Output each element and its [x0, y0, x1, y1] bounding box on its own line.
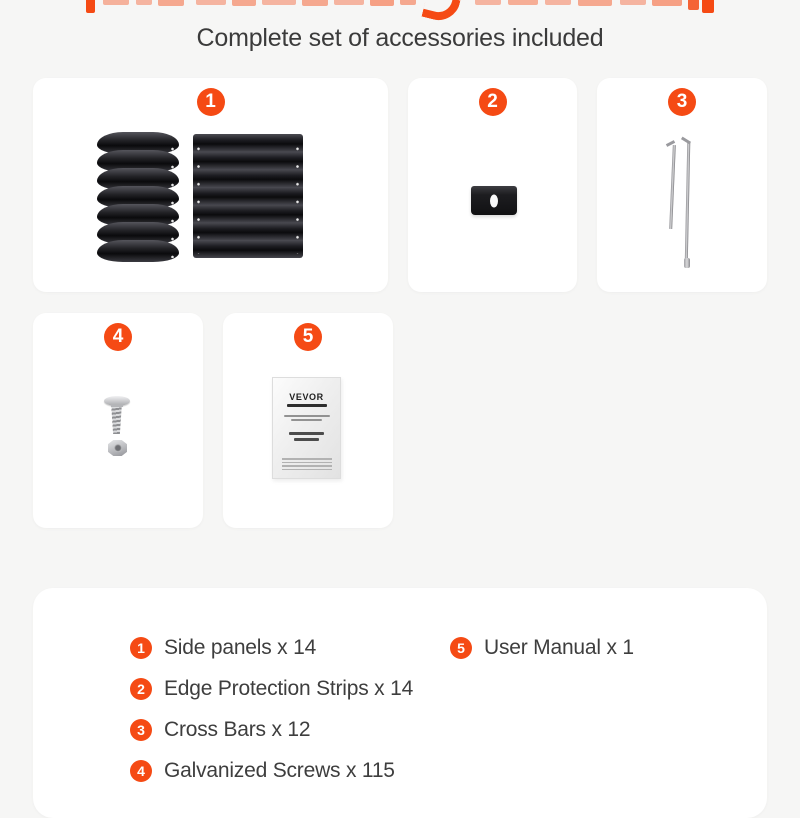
cutoff-title-descender: [421, 0, 460, 25]
list-item-label: Galvanized Screws x 115: [164, 759, 395, 782]
cutoff-title-fragment: [688, 0, 699, 10]
bolt-holes: [197, 140, 200, 254]
cutoff-title-fragment: [475, 0, 501, 5]
list-item-label: Side panels x 14: [164, 636, 317, 659]
cross-bar-tip: [681, 137, 691, 145]
item-number-badge: 2: [130, 678, 152, 700]
cutoff-title-fragment: [508, 0, 538, 5]
cutoff-title-fragment: [702, 0, 714, 13]
item-number-badge: 2: [479, 88, 507, 116]
cutoff-title-fragment: [620, 0, 646, 5]
straight-side-panel-photo: [193, 134, 303, 258]
item-number-badge: 4: [130, 760, 152, 782]
accessory-card-edge-strips: [408, 78, 577, 292]
cutoff-title-fragment: [652, 0, 682, 6]
cutoff-title-fragment: [334, 0, 364, 5]
cutoff-title-fragment: [86, 0, 95, 13]
manual-tagline-line: [287, 404, 327, 407]
accessory-card-user-manual: [223, 313, 393, 528]
list-item: [130, 636, 316, 660]
cutoff-title-fragment: [302, 0, 328, 6]
page-subtitle: Complete set of accessories included: [196, 24, 604, 52]
manual-brand-logo: VEVOR: [289, 392, 324, 402]
item-number-badge: 1: [197, 88, 225, 116]
cutoff-title-fragment: [400, 0, 416, 5]
item-number-badge: 3: [130, 719, 152, 741]
list-item: [130, 759, 395, 783]
curved-side-panel-photo: [97, 132, 179, 262]
accessory-card-screws: [33, 313, 203, 528]
item-number-badge: 5: [450, 637, 472, 659]
list-item-label: Edge Protection Strips x 14: [164, 677, 414, 700]
manual-title-line: [294, 438, 319, 441]
edge-protection-strip-photo: [471, 186, 517, 215]
cutoff-title-fragment: [196, 0, 226, 5]
list-item: [130, 677, 413, 701]
cutoff-title-fragment: [232, 0, 256, 6]
parts-list-card: [33, 588, 767, 818]
screw-photo: [110, 407, 123, 434]
list-item: [450, 636, 634, 660]
nut-hole: [114, 444, 122, 452]
cutoff-title-fragment: [103, 0, 129, 5]
list-item-label: Cross Bars x 12: [164, 718, 311, 741]
cutoff-title-fragment: [578, 0, 612, 6]
item-number-badge: 4: [104, 323, 132, 351]
cross-bar-end-cap: [684, 258, 690, 268]
bolt-holes: [171, 140, 174, 258]
list-item-label: User Manual x 1: [484, 636, 634, 659]
cutoff-title-fragment: [262, 0, 296, 5]
cross-bar-photo: [685, 143, 691, 264]
cross-bar-photo: [669, 145, 676, 229]
manual-text-line: [284, 415, 330, 417]
cutoff-title: [0, 0, 800, 22]
item-number-badge: 3: [668, 88, 696, 116]
accessory-card-side-panels: [33, 78, 388, 292]
nut-photo: [108, 440, 127, 456]
user-manual-photo: [272, 377, 341, 479]
manual-text-line: [291, 419, 322, 421]
strip-hole: [490, 195, 498, 208]
cutoff-title-fragment: [370, 0, 394, 6]
item-number-badge: 1: [130, 637, 152, 659]
list-item: [130, 718, 310, 742]
cutoff-title-fragment: [158, 0, 184, 6]
cutoff-title-fragment: [545, 0, 571, 5]
item-number-badge: 5: [294, 323, 322, 351]
accessory-card-cross-bars: [597, 78, 767, 292]
manual-title-line: [289, 432, 324, 435]
screw-photo: [111, 404, 123, 407]
bolt-holes: [296, 140, 299, 254]
manual-fine-print: [273, 456, 340, 470]
cutoff-title-fragment: [136, 0, 152, 5]
